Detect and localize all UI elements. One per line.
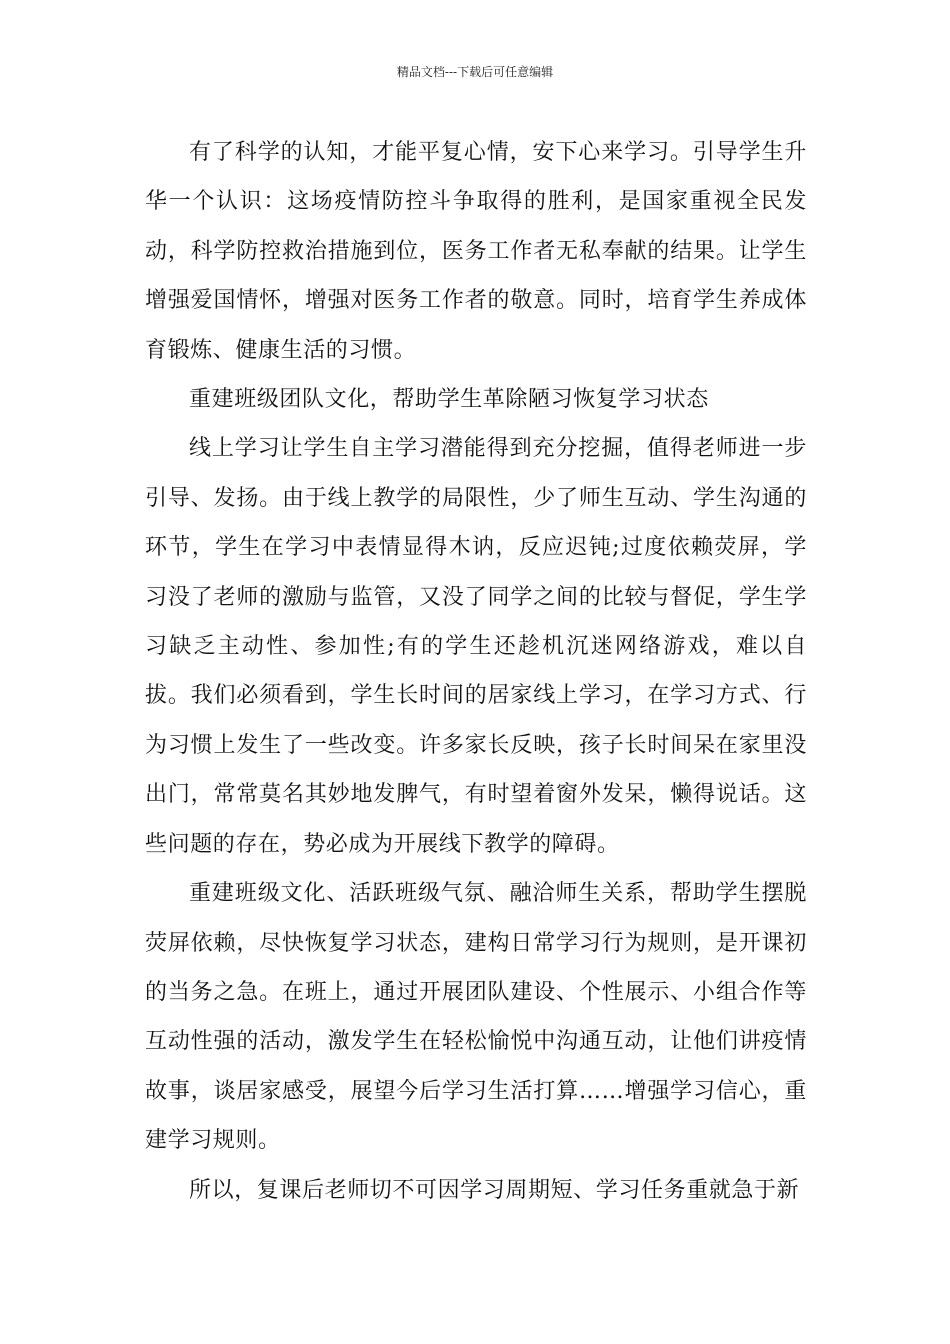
paragraph-2: 线上学习让学生自主学习潜能得到充分挖掘，值得老师进一步引导、发扬。由于线上教学的局限性，少了师生互动、学生沟通的环节，学生在学习中表情显得木讷，反应迟钝;过度依赖荧屏，学习没了老师的激励与监管，又没了同学之间的比较与督促，学生学习缺乏主动性、参加性;有的学生还趁机沉迷网络游戏，难以自拔。我们必须看到，学生长时间的居家线上学习，在学习方式、行为习惯上发生了一些改变。许多家长反映，孩子长时间呆在家里没出门，常常莫名其妙地发脾气，有时望着窗外发呆，懒得说话。这些问题的存在，势必成为开展线下教学的障碍。 (145, 436, 807, 857)
document-body (145, 128, 807, 1215)
paragraph-3: 重建班级文化、活跃班级气氛、融洽师生关系，帮助学生摆脱荧屏依赖，尽快恢复学习状态，建构日常学习行为规则，是开课初的当务之急。在班上，通过开展团队建设、个性展示、小组合作等互动性强的活动，激发学生在轻松愉悦中沟通互动，让他们讲疫情故事，谈居家感受，展望今后学习生活打算……增强学习信心，重建学习规则。 (145, 881, 807, 1154)
page-header: 精品文档---下载后可任意编辑 (396, 65, 554, 79)
section-heading: 重建班级团队文化，帮助学生革除陋习恢复学习状态 (189, 387, 709, 413)
paragraph-1: 有了科学的认知，才能平复心情，安下心来学习。引导学生升华一个认识：这场疫情防控斗争取得的胜利，是国家重视全民发动，科学防控救治措施到位，医务工作者无私奉献的结果。让学生增强爱国情怀，增强对医务工作者的敬意。同时，培育学生养成体育锻炼、健康生活的习惯。 (145, 140, 807, 363)
paragraph-4: 所以，复课后老师切不可因学习周期短、学习任务重就急于新 (189, 1177, 800, 1203)
